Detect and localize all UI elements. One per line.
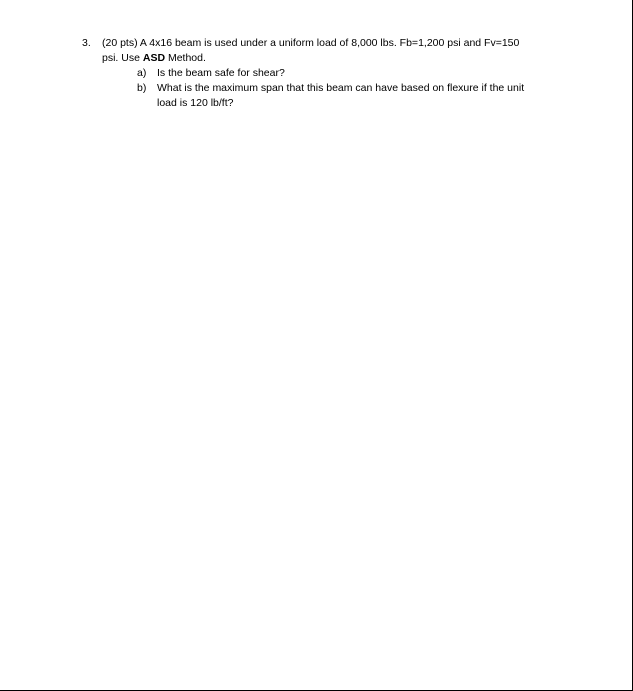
question-number: 3. [82, 37, 91, 49]
question-header-line [82, 36, 562, 51]
sub-question-marker: a) [137, 67, 147, 79]
sub-question-text: Is the beam safe for shear? [157, 67, 285, 79]
question-text-line-2 [82, 51, 562, 66]
sub-question-list [82, 66, 562, 111]
sub-question-text-continued: load is 120 lb/ft? [157, 97, 234, 109]
question-3 [82, 36, 562, 111]
sub-question-b [137, 81, 562, 111]
method-name-bold: ASD [142, 52, 166, 64]
sub-question-text: What is the maximum span that this beam can have based on flexure if the unit [157, 82, 525, 94]
question-text-line-1: (20 pts) A 4x16 beam is used under a uniform load of 8,000 lbs. Fb=1,200 psi and Fv=150 [102, 37, 520, 49]
question-text-line-2-prefix: psi. Use [102, 52, 143, 64]
sub-question-a [137, 66, 562, 81]
question-text-line-2-suffix: Method. [165, 52, 206, 64]
sub-question-marker: b) [137, 82, 147, 94]
